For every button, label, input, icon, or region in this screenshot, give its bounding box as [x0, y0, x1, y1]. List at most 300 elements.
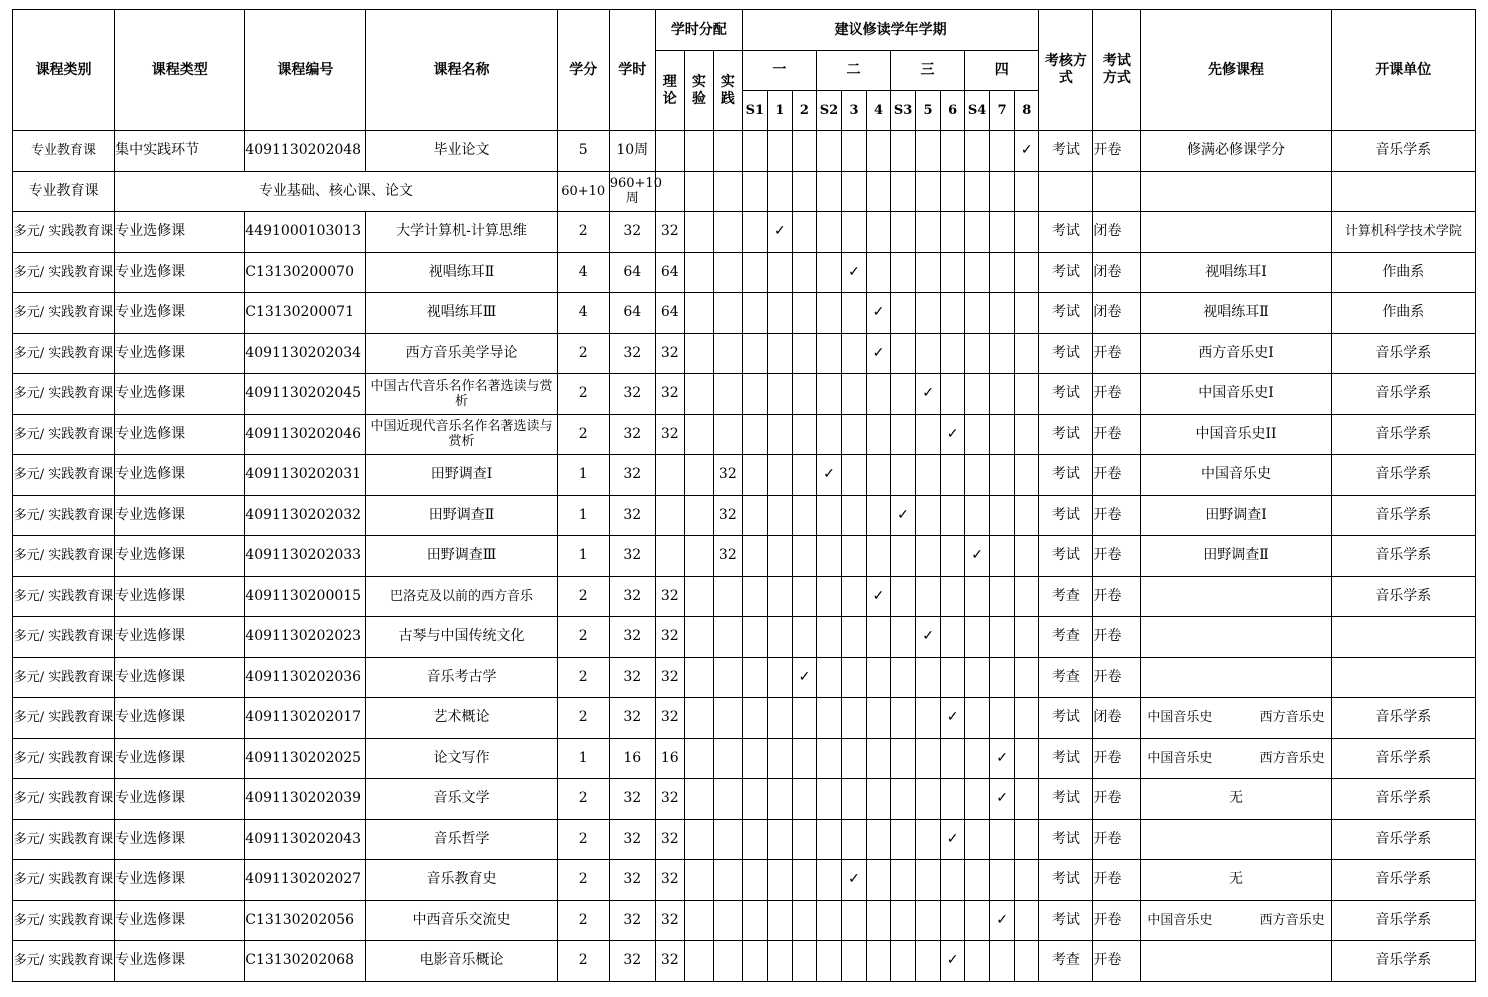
cell-semester-4 [867, 779, 891, 820]
cell-type: 专业选修课 [115, 212, 245, 253]
cell-semester-4 [867, 414, 891, 455]
cell-name: 论文写作 [366, 738, 557, 779]
check-mark: ✓ [971, 547, 983, 564]
cell-semester-1 [767, 374, 792, 415]
cell-semester-s2 [816, 617, 841, 658]
table-row [13, 374, 1476, 415]
cell-assessment: 考试 [1039, 900, 1093, 941]
table-row [13, 333, 1476, 374]
cell-credits: 2 [557, 819, 609, 860]
cell-semester-4 [867, 293, 891, 334]
cell-prereq [1141, 698, 1331, 739]
cell-credits: 2 [557, 617, 609, 658]
cell-assessment: 考试 [1039, 252, 1093, 293]
cell-credits: 4 [557, 252, 609, 293]
cell-semester-s3 [891, 698, 916, 739]
cell-prereq [1141, 576, 1331, 617]
check-mark: ✓ [996, 790, 1008, 807]
cell-dept: 音乐学系 [1331, 333, 1475, 374]
cell-semester-7 [990, 941, 1015, 982]
cell-category: 多元/ 实践教育课 [13, 698, 115, 739]
cell-semester-2 [792, 900, 816, 941]
cell-hours: 64 [609, 252, 655, 293]
cell-semester-s4 [965, 941, 990, 982]
cell-semester-s2 [816, 495, 841, 536]
cell-code: C13130200071 [245, 293, 366, 334]
cell-semester-5 [916, 293, 941, 334]
cell-semester-7 [990, 455, 1015, 496]
cell-exam: 开卷 [1093, 576, 1141, 617]
cell-semester-s1 [742, 293, 767, 334]
cell-semester-s1 [742, 536, 767, 577]
cell-code: C13130202056 [245, 900, 366, 941]
cell-semester-4 [867, 941, 891, 982]
cell-code: 4091130202032 [245, 495, 366, 536]
cell-code: 4091130202045 [245, 374, 366, 415]
cell-semester-4 [867, 738, 891, 779]
cell-prereq: 西方音乐史Ⅰ [1141, 333, 1331, 374]
cell-semester-6 [941, 698, 965, 739]
cell-prereq: 中国音乐史Ⅰ [1141, 374, 1331, 415]
cell-semester-6 [941, 536, 965, 577]
cell-experiment [684, 576, 713, 617]
cell-exam: 开卷 [1093, 536, 1141, 577]
cell-type: 专业选修课 [115, 617, 245, 658]
cell-assessment: 考试 [1039, 333, 1093, 374]
cell-assessment: 考查 [1039, 941, 1093, 982]
cell-semester-1 [767, 252, 792, 293]
summary-empty-cell [742, 171, 767, 212]
cell-experiment [684, 900, 713, 941]
cell-theory: 64 [655, 252, 684, 293]
cell-credits: 5 [557, 131, 609, 172]
cell-semester-s4 [965, 495, 990, 536]
header-credits: 学分 [557, 10, 609, 131]
check-mark: ✓ [823, 466, 835, 483]
cell-prereq: 修满必修课学分 [1141, 131, 1331, 172]
cell-semester-3 [841, 536, 866, 577]
cell-prereq [1141, 212, 1331, 253]
cell-semester-7 [990, 657, 1015, 698]
cell-semester-4 [867, 212, 891, 253]
cell-prereq [1141, 617, 1331, 658]
check-mark: ✓ [774, 223, 786, 240]
cell-semester-5 [916, 333, 941, 374]
cell-category: 多元/ 实践教育课 [13, 779, 115, 820]
cell-semester-s3 [891, 657, 916, 698]
cell-assessment: 考试 [1039, 738, 1093, 779]
cell-experiment [684, 738, 713, 779]
cell-semester-s3 [891, 455, 916, 496]
cell-dept: 音乐学系 [1331, 536, 1475, 577]
cell-name: 田野调查Ⅱ [366, 495, 557, 536]
cell-semester-s4 [965, 819, 990, 860]
header-sem-2: 2 [792, 91, 816, 131]
cell-semester-8 [1015, 333, 1039, 374]
cell-name: 音乐文学 [366, 779, 557, 820]
cell-semester-7 [990, 293, 1015, 334]
cell-credits: 1 [557, 738, 609, 779]
cell-semester-s4 [965, 293, 990, 334]
cell-semester-s1 [742, 860, 767, 901]
cell-hours: 32 [609, 374, 655, 415]
cell-prereq: 无 [1141, 860, 1331, 901]
cell-semester-1 [767, 617, 792, 658]
cell-semester-3 [841, 738, 866, 779]
cell-semester-3 [841, 293, 866, 334]
cell-dept: 音乐学系 [1331, 900, 1475, 941]
cell-name: 电影音乐概论 [366, 941, 557, 982]
summary-empty-cell [792, 171, 816, 212]
cell-semester-1 [767, 657, 792, 698]
cell-category: 多元/ 实践教育课 [13, 617, 115, 658]
cell-semester-s3 [891, 900, 916, 941]
table-header [13, 10, 1476, 131]
table-row [13, 738, 1476, 779]
cell-practice: 32 [713, 536, 742, 577]
cell-hours: 32 [609, 860, 655, 901]
cell-theory: 32 [655, 576, 684, 617]
cell-semester-s3 [891, 536, 916, 577]
cell-semester-2 [792, 657, 816, 698]
table-row [13, 941, 1476, 982]
cell-experiment [684, 333, 713, 374]
check-mark: ✓ [946, 830, 959, 847]
cell-semester-8 [1015, 941, 1039, 982]
cell-assessment: 考试 [1039, 374, 1093, 415]
cell-category: 专业教育课 [13, 131, 115, 172]
summary-empty-cell [816, 171, 841, 212]
header-year-4: 四 [965, 51, 1039, 91]
header-year-3: 三 [891, 51, 965, 91]
cell-semester-s2 [816, 536, 841, 577]
cell-type: 专业选修课 [115, 293, 245, 334]
cell-semester-3 [841, 698, 866, 739]
cell-semester-4 [867, 536, 891, 577]
header-exam: 考试方式 [1093, 10, 1141, 131]
cell-semester-s1 [742, 131, 767, 172]
cell-semester-8 [1015, 900, 1039, 941]
cell-semester-8 [1015, 293, 1039, 334]
cell-type: 专业选修课 [115, 779, 245, 820]
check-mark: ✓ [848, 871, 860, 888]
cell-semester-8 [1015, 212, 1039, 253]
cell-prereq [1141, 819, 1331, 860]
cell-semester-s1 [742, 576, 767, 617]
cell-semester-8 [1015, 779, 1039, 820]
table-row [13, 536, 1476, 577]
cell-type: 专业选修课 [115, 900, 245, 941]
cell-semester-5 [916, 495, 941, 536]
cell-dept: 音乐学系 [1331, 698, 1475, 739]
cell-semester-s1 [742, 252, 767, 293]
cell-semester-7 [990, 212, 1015, 253]
cell-semester-s4 [965, 536, 990, 577]
cell-semester-2 [792, 131, 816, 172]
summary-row [13, 171, 1476, 212]
cell-type: 专业选修课 [115, 374, 245, 415]
cell-type: 集中实践环节 [115, 131, 245, 172]
cell-semester-4 [867, 900, 891, 941]
header-sem-s2: S2 [816, 91, 841, 131]
cell-credits: 1 [557, 536, 609, 577]
cell-name: 西方音乐美学导论 [366, 333, 557, 374]
cell-practice: 32 [713, 495, 742, 536]
cell-semester-s2 [816, 576, 841, 617]
cell-category: 多元/ 实践教育课 [13, 293, 115, 334]
header-theory: 理论 [655, 51, 684, 131]
cell-semester-6 [941, 657, 965, 698]
cell-semester-2 [792, 495, 816, 536]
cell-category: 多元/ 实践教育课 [13, 252, 115, 293]
cell-semester-s2 [816, 698, 841, 739]
cell-semester-s1 [742, 374, 767, 415]
cell-semester-3 [841, 252, 866, 293]
cell-semester-5 [916, 698, 941, 739]
cell-semester-s3 [891, 617, 916, 658]
header-assessment: 考核方式 [1039, 10, 1093, 131]
cell-prereq [1141, 657, 1331, 698]
cell-category: 多元/ 实践教育课 [13, 819, 115, 860]
cell-experiment [684, 374, 713, 415]
cell-semester-s1 [742, 779, 767, 820]
cell-semester-s4 [965, 333, 990, 374]
cell-semester-1 [767, 819, 792, 860]
cell-code: 4091130202048 [245, 131, 366, 172]
summary-empty-cell [867, 171, 891, 212]
cell-theory [655, 131, 684, 172]
cell-dept: 音乐学系 [1331, 131, 1475, 172]
table-row [13, 414, 1476, 455]
cell-assessment: 考查 [1039, 576, 1093, 617]
cell-practice [713, 738, 742, 779]
cell-semester-4 [867, 576, 891, 617]
summary-empty-cell [965, 171, 990, 212]
check-mark: ✓ [946, 425, 959, 442]
cell-semester-2 [792, 617, 816, 658]
cell-semester-s2 [816, 941, 841, 982]
header-sem-s1: S1 [742, 91, 767, 131]
cell-semester-3 [841, 414, 866, 455]
cell-semester-2 [792, 212, 816, 253]
header-sem-3: 3 [841, 91, 866, 131]
cell-semester-s3 [891, 941, 916, 982]
cell-semester-3 [841, 819, 866, 860]
cell-semester-5 [916, 212, 941, 253]
cell-experiment [684, 698, 713, 739]
cell-category: 多元/ 实践教育课 [13, 414, 115, 455]
cell-semester-5 [916, 779, 941, 820]
cell-semester-5 [916, 131, 941, 172]
prereq-second: 西方音乐史 [1259, 750, 1325, 766]
table-row [13, 495, 1476, 536]
header-schedule: 建议修读学年学期 [742, 10, 1038, 51]
cell-hours: 10周 [609, 131, 655, 172]
cell-code: 4091130202034 [245, 333, 366, 374]
cell-credits: 2 [557, 900, 609, 941]
table-row [13, 657, 1476, 698]
cell-code: C13130200070 [245, 252, 366, 293]
cell-code: 4091130202027 [245, 860, 366, 901]
cell-semester-2 [792, 455, 816, 496]
cell-hours: 32 [609, 657, 655, 698]
cell-semester-2 [792, 819, 816, 860]
cell-practice [713, 698, 742, 739]
cell-category: 多元/ 实践教育课 [13, 576, 115, 617]
cell-experiment [684, 819, 713, 860]
cell-semester-5 [916, 819, 941, 860]
cell-credits: 2 [557, 576, 609, 617]
cell-exam: 开卷 [1093, 495, 1141, 536]
cell-semester-s3 [891, 576, 916, 617]
cell-semester-s4 [965, 738, 990, 779]
cell-experiment [684, 536, 713, 577]
cell-semester-1 [767, 293, 792, 334]
cell-semester-s2 [816, 293, 841, 334]
header-year-1: 一 [742, 51, 816, 91]
cell-semester-s4 [965, 455, 990, 496]
cell-semester-5 [916, 536, 941, 577]
cell-exam: 闭卷 [1093, 293, 1141, 334]
cell-dept: 音乐学系 [1331, 860, 1475, 901]
cell-semester-s1 [742, 657, 767, 698]
cell-exam: 开卷 [1093, 819, 1141, 860]
cell-semester-s3 [891, 779, 916, 820]
cell-practice: 32 [713, 455, 742, 496]
cell-prereq: 中国音乐史 [1141, 455, 1331, 496]
cell-category: 多元/ 实践教育课 [13, 536, 115, 577]
cell-semester-6 [941, 252, 965, 293]
cell-dept: 计算机科学技术学院 [1331, 212, 1475, 253]
cell-semester-6 [941, 212, 965, 253]
cell-semester-1 [767, 738, 792, 779]
cell-credits: 2 [557, 779, 609, 820]
cell-name: 音乐哲学 [366, 819, 557, 860]
cell-credits: 4 [557, 293, 609, 334]
cell-semester-1 [767, 900, 792, 941]
cell-type: 专业选修课 [115, 495, 245, 536]
cell-semester-s2 [816, 779, 841, 820]
cell-semester-4 [867, 617, 891, 658]
cell-theory [655, 455, 684, 496]
cell-semester-s2 [816, 212, 841, 253]
check-mark: ✓ [996, 749, 1008, 766]
cell-exam: 闭卷 [1093, 212, 1141, 253]
cell-code: 4091130202036 [245, 657, 366, 698]
cell-semester-1 [767, 576, 792, 617]
cell-semester-7 [990, 900, 1015, 941]
header-category: 课程类别 [13, 10, 115, 131]
cell-assessment: 考查 [1039, 657, 1093, 698]
table-row [13, 819, 1476, 860]
cell-semester-3 [841, 860, 866, 901]
cell-category: 多元/ 实践教育课 [13, 941, 115, 982]
cell-semester-2 [792, 252, 816, 293]
cell-semester-8 [1015, 131, 1039, 172]
cell-assessment: 考查 [1039, 617, 1093, 658]
cell-semester-5 [916, 252, 941, 293]
cell-semester-8 [1015, 495, 1039, 536]
cell-exam: 开卷 [1093, 860, 1141, 901]
cell-semester-s2 [816, 657, 841, 698]
cell-credits: 2 [557, 657, 609, 698]
cell-semester-s1 [742, 819, 767, 860]
cell-semester-s4 [965, 576, 990, 617]
cell-semester-6 [941, 819, 965, 860]
cell-semester-7 [990, 576, 1015, 617]
cell-dept [1331, 617, 1475, 658]
cell-semester-8 [1015, 414, 1039, 455]
header-year-2: 二 [816, 51, 890, 91]
prereq-second: 西方音乐史 [1259, 912, 1325, 928]
table-row [13, 779, 1476, 820]
cell-practice [713, 779, 742, 820]
cell-credits: 1 [557, 455, 609, 496]
cell-semester-3 [841, 212, 866, 253]
cell-semester-5 [916, 576, 941, 617]
cell-practice [713, 252, 742, 293]
cell-semester-s2 [816, 455, 841, 496]
cell-credits: 2 [557, 414, 609, 455]
cell-hours: 32 [609, 333, 655, 374]
cell-semester-s1 [742, 738, 767, 779]
cell-category: 多元/ 实践教育课 [13, 657, 115, 698]
table-body [13, 131, 1476, 982]
cell-semester-4 [867, 495, 891, 536]
cell-prereq: 视唱练耳Ⅰ [1141, 252, 1331, 293]
cell-semester-3 [841, 455, 866, 496]
cell-semester-8 [1015, 698, 1039, 739]
cell-semester-6 [941, 333, 965, 374]
cell-code: C13130202068 [245, 941, 366, 982]
cell-semester-8 [1015, 374, 1039, 415]
cell-name: 视唱练耳Ⅱ [366, 252, 557, 293]
table-row [13, 131, 1476, 172]
cell-dept [1331, 657, 1475, 698]
cell-semester-6 [941, 455, 965, 496]
cell-semester-s2 [816, 333, 841, 374]
cell-semester-5 [916, 860, 941, 901]
cell-semester-1 [767, 455, 792, 496]
check-mark: ✓ [996, 911, 1008, 928]
cell-hours: 64 [609, 293, 655, 334]
cell-exam: 开卷 [1093, 333, 1141, 374]
cell-semester-2 [792, 860, 816, 901]
cell-theory: 32 [655, 779, 684, 820]
cell-semester-6 [941, 860, 965, 901]
cell-credits: 2 [557, 374, 609, 415]
cell-semester-4 [867, 698, 891, 739]
cell-semester-s3 [891, 131, 916, 172]
header-dept: 开课单位 [1331, 10, 1475, 131]
cell-semester-1 [767, 495, 792, 536]
summary-empty-cell [713, 171, 742, 212]
cell-dept: 音乐学系 [1331, 819, 1475, 860]
cell-name: 毕业论文 [366, 131, 557, 172]
cell-semester-8 [1015, 860, 1039, 901]
cell-semester-5 [916, 455, 941, 496]
cell-semester-2 [792, 536, 816, 577]
cell-semester-3 [841, 495, 866, 536]
cell-dept: 音乐学系 [1331, 414, 1475, 455]
cell-code: 4091130202046 [245, 414, 366, 455]
cell-semester-s1 [742, 698, 767, 739]
cell-experiment [684, 657, 713, 698]
cell-semester-s2 [816, 252, 841, 293]
cell-assessment: 考试 [1039, 536, 1093, 577]
cell-semester-2 [792, 576, 816, 617]
cell-semester-3 [841, 333, 866, 374]
